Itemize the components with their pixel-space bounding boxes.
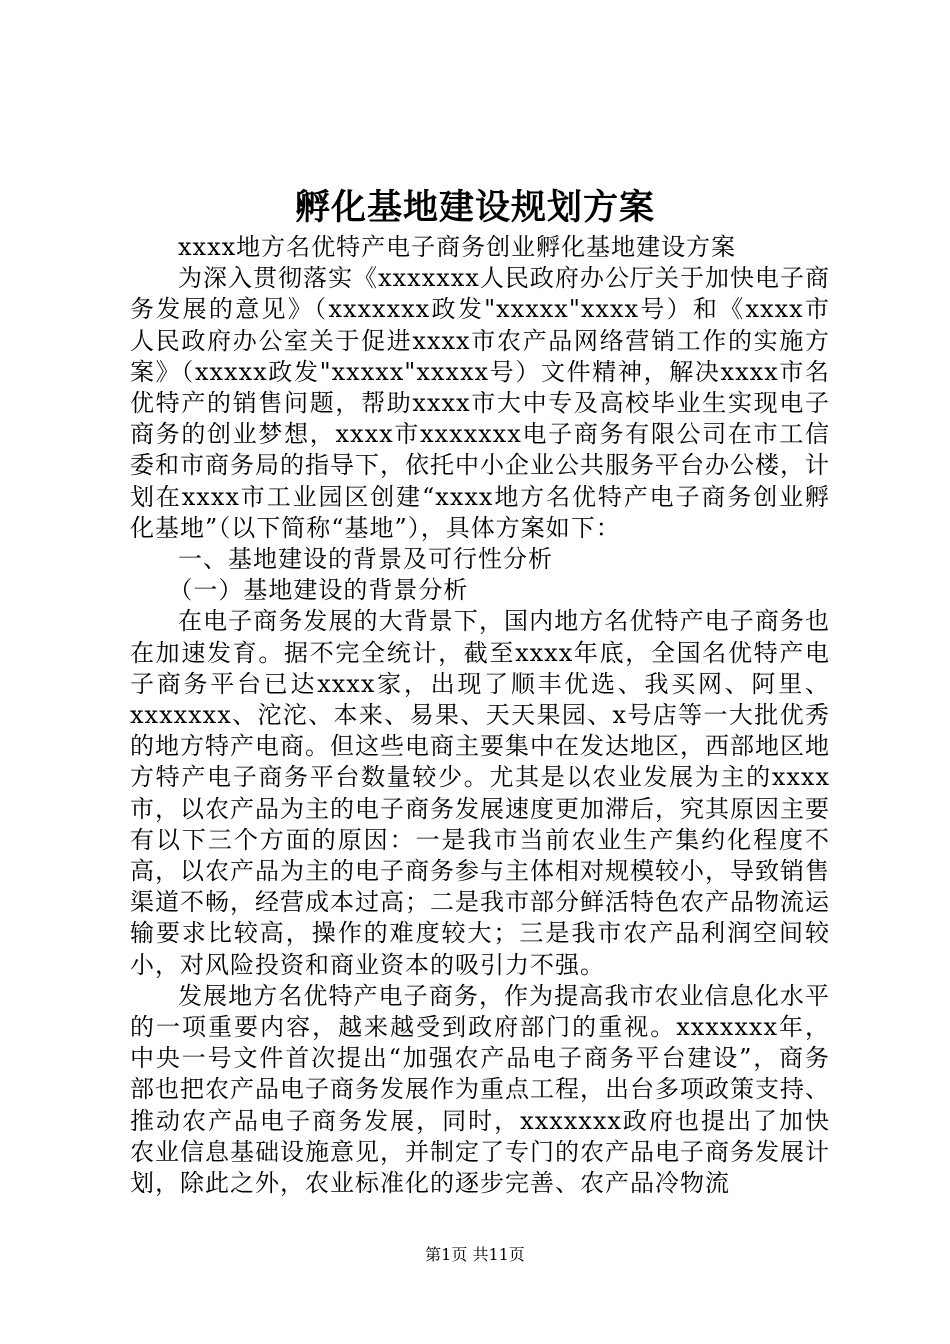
paragraph-development: 发展地方名优特产电子商务，作为提高我市农业信息化水平的一项重要内容，越来越受到政府部门的重视。xxxxxxx年，中央一号文件首次提出“加强农产品电子商务平台建设”，商务部也把农产品电子商务发展作为重点工程，出台多项政策支持、推动农产品电子商务发展，同时，xxxxxxx政府也提出了加快农业信息基础设施意见，并制定了专门的农产品电子商务发展计划，除此之外，农业标准化的逐步完善、农产品冷物流 [130,981,830,1198]
document-subtitle: xxxx地方名优特产电子商务创业孵化基地建设方案 [178,233,737,261]
section-heading-1-1: （一）基地建设的背景分析 [168,576,469,605]
paragraph-background: 在电子商务发展的大背景下，国内地方名优特产电子商务也在加速发育。据不完全统计，截至xxxx年底，全国名优特产电子商务平台已达xxxx家，出现了顺丰优选、我买网、阿里、xxxxxxx、沱沱、本来、易果、天天果园、x号店等一大批优秀的地方特产电商。但这些电商主要集中在发达地区，西部地区地方特产电子商务平台数量较少。尤其是以农业发展为主的xxxx市，以农产品为主的电子商务发展速度更加滞后，究其原因主要有以下三个方面的原因：一是我市当前农业生产集约化程度不高，以农产品为主的电子商务参与主体相对规模较小，导致销售渠道不畅，经营成本过高；二是我市部分鲜活特色农产品物流运输要求比较高，操作的难度较大；三是我市农产品利润空间较小，对风险投资和商业资本的吸引力不强。 [130,607,830,979]
section-heading-1: 一、基地建设的背景及可行性分析 [178,545,553,574]
paragraph-intro: 为深入贯彻落实《xxxxxxx人民政府办公厅关于加快电子商务发展的意见》（xxxxxxx政发"xxxxx"xxxx号）和《xxxx市人民政府办公室关于促进xxxx市农产品网络营销工作的实施方案》（xxxxx政发"xxxxx"xxxxx号）文件精神，解决xxxx市名优特产的销售问题，帮助xxxx市大中专及高校毕业生实现电子商务的创业梦想，xxxx市xxxxxxx电子商务有限公司在市工信委和市商务局的指导下，依托中小企业公共服务平台办公楼，计划在xxxx市工业园区创建“xxxx地方名优特产电子商务创业孵化基地”（以下简称“基地”），具体方案如下： [130,264,830,542]
page-footer: 第1页 共11页 [425,1245,525,1264]
document-body [130,232,830,1199]
document-title: 孵化基地建设规划方案 [294,187,655,228]
